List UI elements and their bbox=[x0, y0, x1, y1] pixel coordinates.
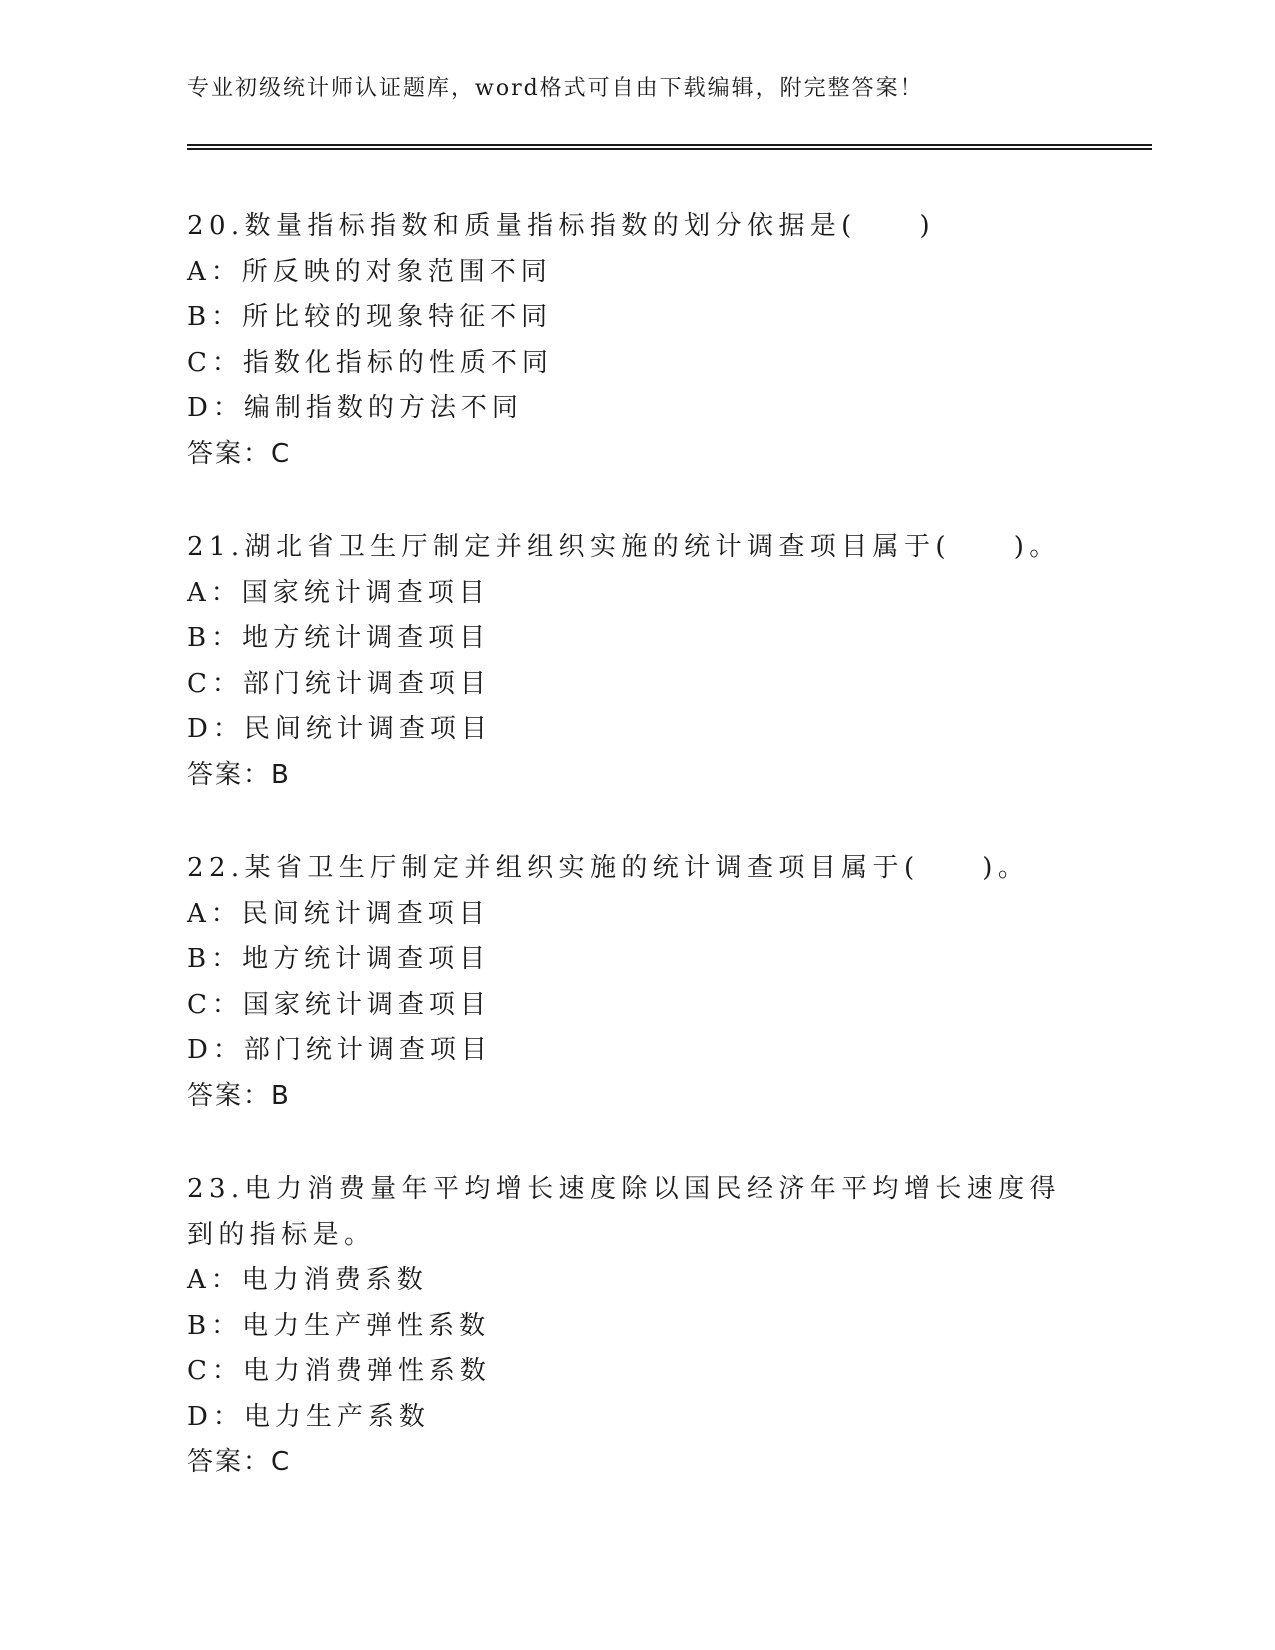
option-c: C：电力消费弹性系数 bbox=[187, 1356, 491, 1386]
option-a: A：所反映的对象范围不同 bbox=[187, 256, 552, 287]
question-list bbox=[187, 204, 1087, 1534]
option-d: D：部门统计调查项目 bbox=[187, 1035, 492, 1065]
option-b: B：所比较的现象特征不同 bbox=[187, 302, 553, 332]
option-a: A：国家统计调查项目 bbox=[187, 577, 490, 608]
option-b: B：电力生产弹性系数 bbox=[187, 1310, 491, 1341]
option-d: D：编制指数的方法不同 bbox=[187, 393, 523, 423]
question-23 bbox=[187, 1167, 1087, 1486]
answer-line: 答案：C bbox=[187, 1447, 292, 1477]
option-a: A：民间统计调查项目 bbox=[187, 898, 490, 929]
answer-line: 答案：C bbox=[187, 438, 292, 469]
option-c: C：部门统计调查项目 bbox=[187, 668, 491, 699]
page-header-text: 专业初级统计师认证题库，word格式可自由下载编辑，附完整答案！ bbox=[187, 76, 924, 101]
option-c: C：指数化指标的性质不同 bbox=[187, 347, 553, 378]
header-divider bbox=[187, 144, 1152, 150]
question-20 bbox=[187, 204, 1087, 477]
question-stem: 21.湖北省卫生厅制定并组织实施的统计调查项目属于( )。 bbox=[187, 532, 1061, 562]
question-stem: 22.某省卫生厅制定并组织实施的统计调查项目属于( )。 bbox=[187, 853, 1030, 883]
question-stem: 23.电力消费量年平均增长速度除以国民经济年平均增长速度得到的指标是。 bbox=[187, 1174, 1061, 1250]
option-a: A：电力消费系数 bbox=[187, 1265, 428, 1295]
option-d: D：民间统计调查项目 bbox=[187, 714, 492, 744]
option-d: D：电力生产系数 bbox=[187, 1401, 430, 1432]
option-b: B：地方统计调查项目 bbox=[187, 944, 491, 974]
option-c: C：国家统计调查项目 bbox=[187, 989, 491, 1020]
question-22 bbox=[187, 846, 1087, 1119]
question-21 bbox=[187, 525, 1087, 798]
question-stem: 20.数量指标指数和质量指标指数的划分依据是( ) bbox=[187, 211, 936, 241]
answer-line: 答案：B bbox=[187, 1080, 291, 1111]
option-b: B：地方统计调查项目 bbox=[187, 623, 491, 653]
answer-line: 答案：B bbox=[187, 759, 291, 790]
